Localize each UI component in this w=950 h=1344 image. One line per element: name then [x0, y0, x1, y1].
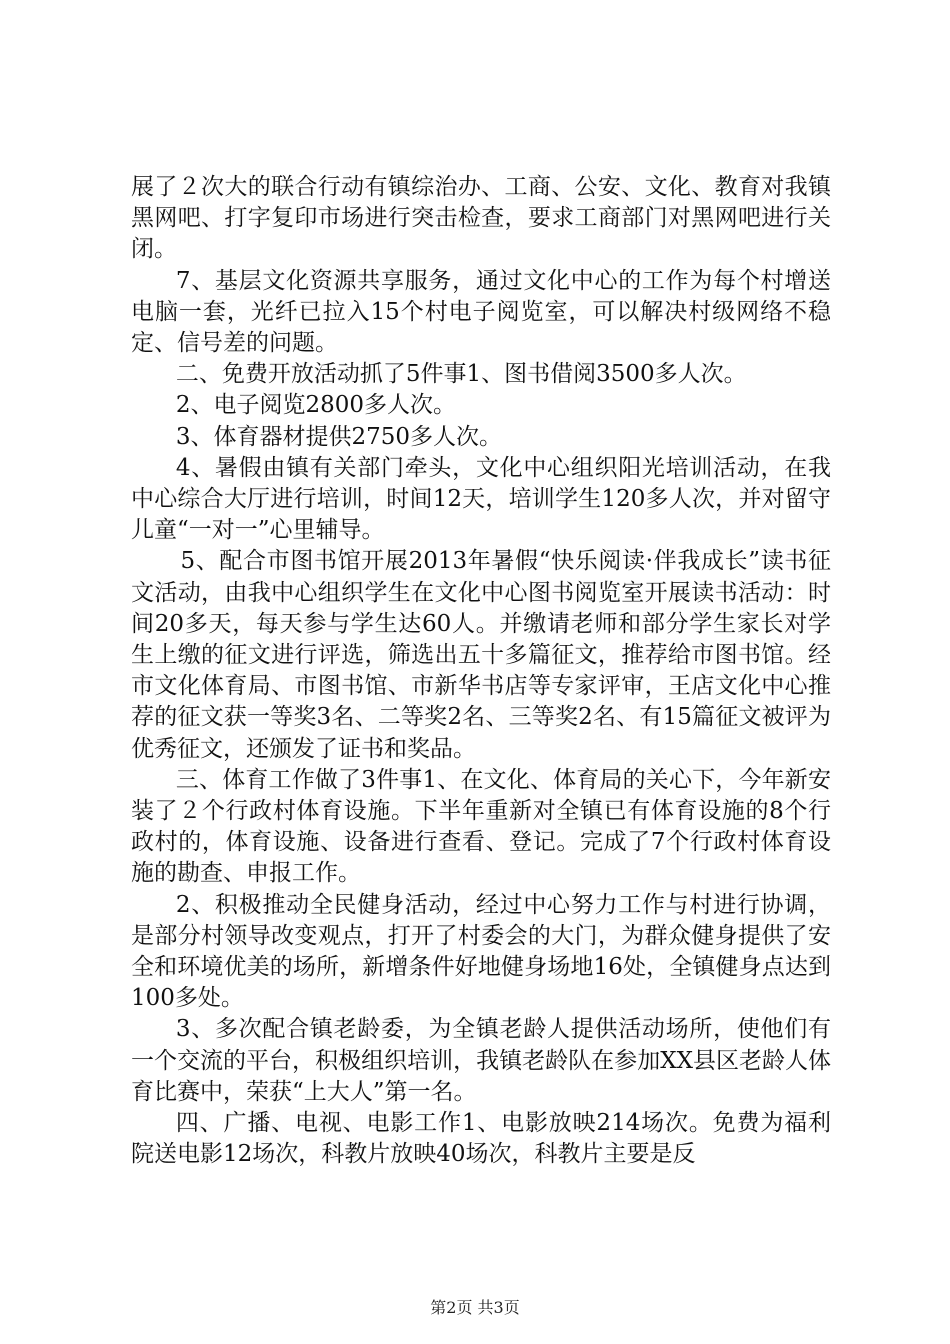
paragraph-3: 2、电子阅览2800多人次。: [175, 392, 457, 419]
paragraph-5: 4、暑假由镇有关部门牵头，文化中心组织阳光培训活动，在我中心综合大厅进行培训，时间12天，培训学生120多人次，并对留守儿童“一对一”心里辅导。: [131, 454, 831, 544]
paragraph-7: 三、体育工作做了3件事1、在文化、体育局的关心下，今年新安装了２个行政村体育设施。下半年重新对全镇已有体育设施的8个行政村的，体育设施、设备进行查看、登记。完成了7个行政村体育设施的勘查、申报工作。: [131, 766, 831, 887]
page-footer: 第2页 共3页: [430, 1298, 520, 1317]
paragraph-4: 3、体育器材提供2750多人次。: [175, 423, 503, 450]
paragraph-2: 二、免费开放活动抓了5件事1、图书借阅3500多人次。: [175, 361, 747, 388]
paragraph-0: 展了２次大的联合行动有镇综治办、工商、公安、文化、教育对我镇黑网吧、打字复印市场进行突击检查，要求工商部门对黑网吧进行关闭。: [131, 174, 831, 263]
paragraph-6: 5、配合市图书馆开展2013年暑假“快乐阅读·伴我成长”读书征文活动，由我中心组织学生在文化中心图书阅览室开展读书活动：时间20多天，每天参与学生达60人。并缴请老师和部分学生家长对学生上缴的征文进行评选，筛选出五十多篇征文，推荐给市图书馆。经市文化体育局、市图书馆、市新华书店等专家评审，王店文化中心推荐的征文获一等奖3名、二等奖2名、三等奖2名、有15篇征文被评为优秀征文，还颁发了证书和奖品。: [131, 548, 831, 762]
paragraph-8: 2、积极推动全民健身活动，经过中心努力工作与村进行协调，是部分村领导改变观点，打开了村委会的大门，为群众健身提供了安全和环境优美的场所，新增条件好地健身场地16处，全镇健身点达到100多处。: [131, 891, 831, 1012]
paragraph-1: 7、基层文化资源共享服务，通过文化中心的工作为每个村增送电脑一套，光纤已拉入15个村电子阅览室，可以解决村级网络不稳定、信号差的问题。: [131, 267, 831, 357]
paragraph-9: 3、多次配合镇老龄委，为全镇老龄人提供活动场所，使他们有一个交流的平台，积极组织培训，我镇老龄队在参加XX县区老龄人体育比赛中，荣获“上大人”第一名。: [131, 1016, 831, 1105]
document-body: [131, 172, 831, 1171]
paragraph-10: 四、广播、电视、电影工作1、电影放映214场次。免费为福利院送电影12场次，科教片放映40场次，科教片主要是反: [131, 1110, 831, 1168]
